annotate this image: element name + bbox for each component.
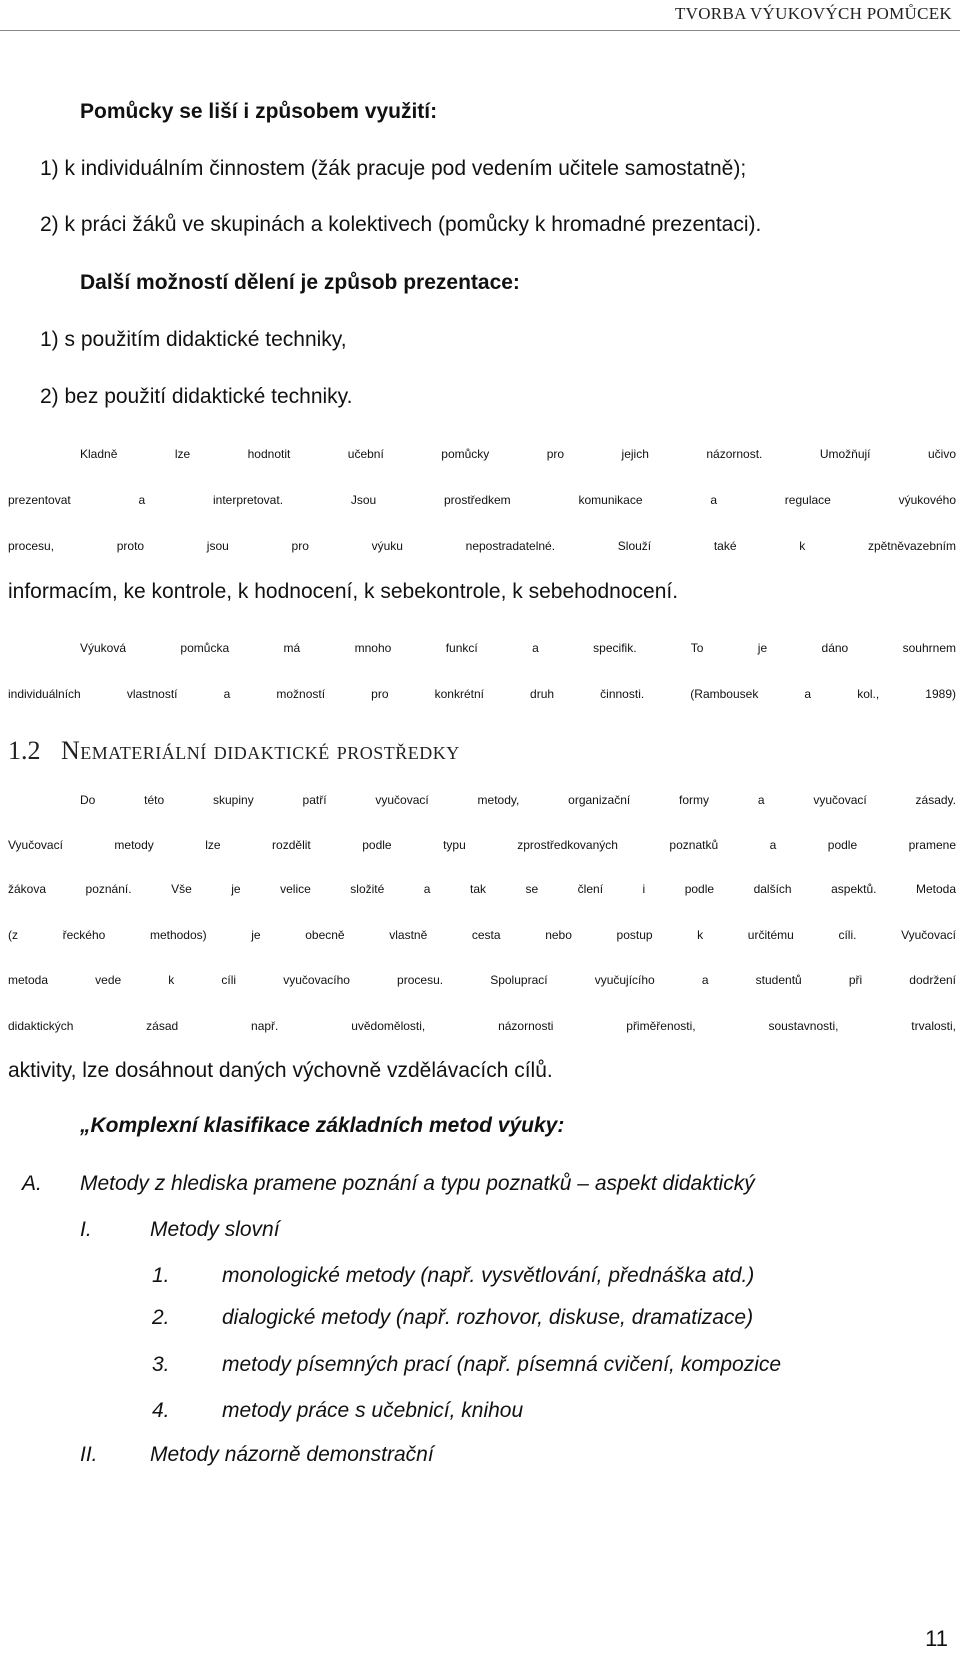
method-number: 2. [152,1306,170,1329]
section1-item: 1) k individuálním činnostem (žák pracuje pod vedením učitele samostatně); [40,157,747,180]
method-text: dialogické metody (např. rozhovor, diskuse, dramatizace) [222,1306,754,1329]
method-text: monologické metody (např. vysvětlování, přednáška atd.) [222,1264,755,1287]
sub-i-marker: I. [80,1218,92,1241]
page-number: 11 [925,1626,948,1651]
running-header: TVORBA VÝUKOVÝCH POMŮCEK [674,4,952,23]
sub-ii-text: Metody názorně demonstrační [150,1443,434,1466]
header-divider [0,30,960,31]
section1-heading: Pomůcky se liší i způsobem využití: [80,100,438,123]
paragraph-line: metoda vede k cíli vyučovacího procesu. Spoluprací vyučujícího a studentů při dodržení [8,973,956,987]
paragraph-line: informacím, ke kontrole, k hodnocení, k sebekontrole, k sebehodnocení. [8,580,679,603]
method-number: 1. [152,1264,170,1287]
paragraph-line: žákova poznání. Vše je velice složité a tak se člení i podle dalších aspektů. Metoda [8,882,956,896]
paragraph-line: Vyučovací metody lze rozdělit podle typu zprostředkovaných poznatků a podle pramene [8,838,956,852]
method-number: 3. [152,1353,170,1376]
paragraph-line: didaktických zásad např. uvědomělosti, názornosti přiměřenosti, soustavnosti, trvalosti, [8,1019,956,1033]
section2-heading: Další možností dělení je způsob prezentace: [80,271,520,294]
section-number: 1.2 [8,736,41,765]
sub-i-text: Metody slovní [150,1218,280,1241]
section-heading [8,736,460,766]
section1-item: 2) k práci žáků ve skupinách a kolektivech (pomůcky k hromadné prezentaci). [40,213,762,236]
paragraph-line: Do této skupiny patří vyučovací metody, organizační formy a vyučovací zásady. [80,793,956,807]
paragraph-line: Kladně lze hodnotit učební pomůcky pro jejich názornost. Umožňují učivo [80,447,956,461]
paragraph-line: individuálních vlastností a možností pro konkrétní druh činnosti. (Rambousek a kol., 1989) [8,687,956,701]
method-text: metody písemných prací (např. písemná cvičení, kompozice [222,1353,782,1376]
classification-heading: „Komplexní klasifikace základních metod výuky: [80,1114,565,1137]
sub-ii-marker: II. [80,1443,98,1466]
paragraph-line: Výuková pomůcka má mnoho funkcí a specifik. To je dáno souhrnem [80,641,956,655]
method-number: 4. [152,1399,170,1422]
group-a-text: Metody z hlediska pramene poznání a typu poznatků – aspekt didaktický [80,1172,755,1195]
section-title: Nemateriální didaktické prostředky [61,736,460,765]
paragraph-line: aktivity, lze dosáhnout daných výchovně vzdělávacích cílů. [8,1059,553,1082]
paragraph-line: prezentovat a interpretovat. Jsou prostředkem komunikace a regulace výukového [8,493,956,507]
paragraph-line: (z řeckého methodos) je obecně vlastně cesta nebo postup k určitému cíli. Vyučovací [8,928,956,942]
group-a-marker: A. [22,1172,42,1195]
paragraph-line: procesu, proto jsou pro výuku nepostradatelné. Slouží také k zpětněvazebním [8,539,956,553]
method-text: metody práce s učebnicí, knihou [222,1399,524,1422]
section2-item: 2) bez použití didaktické techniky. [40,385,353,408]
section2-item: 1) s použitím didaktické techniky, [40,328,347,351]
